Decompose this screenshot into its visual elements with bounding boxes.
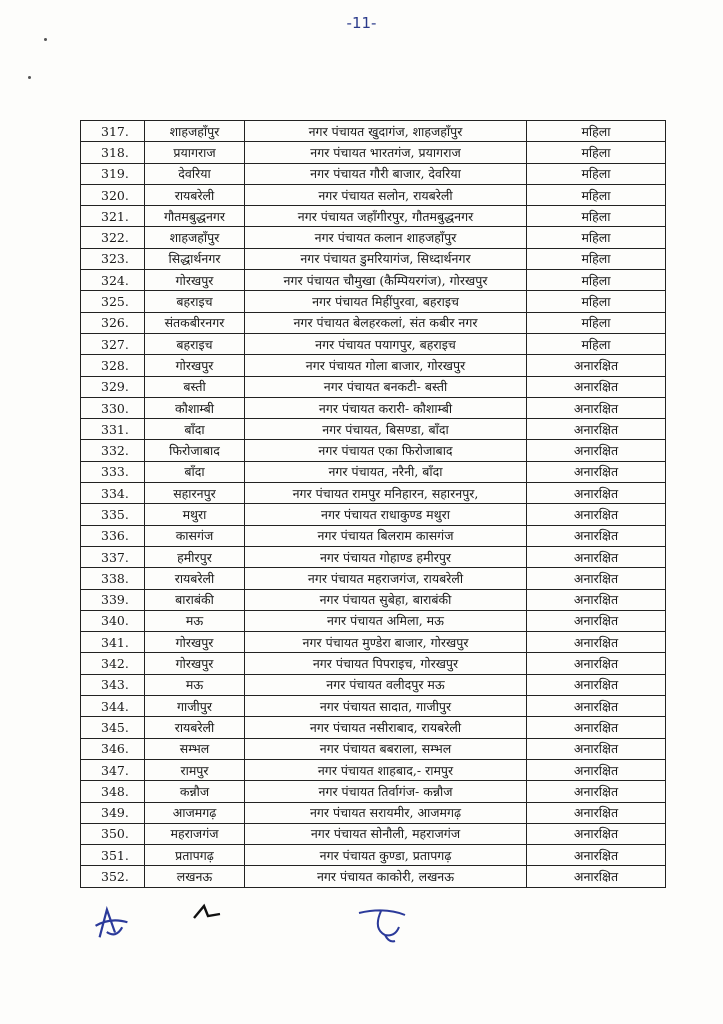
district-cell: हमीरपुर (145, 546, 245, 567)
district-cell: गोरखपुर (145, 632, 245, 653)
serial-number: 326. (81, 312, 145, 333)
category-cell: अनारक्षित (527, 589, 666, 610)
category-cell: अनारक्षित (527, 759, 666, 780)
panchayat-cell: नगर पंचायत भारतगंज, प्रयागराज (245, 142, 527, 163)
page-number: -11- (346, 14, 377, 32)
panchayat-cell: नगर पंचायत मिहींपुरवा, बहराइच (245, 291, 527, 312)
category-cell: महिला (527, 227, 666, 248)
serial-number: 337. (81, 546, 145, 567)
district-cell: बस्ती (145, 376, 245, 397)
category-cell: अनारक्षित (527, 674, 666, 695)
table-row (81, 781, 666, 802)
district-cell: आजमगढ़ (145, 802, 245, 823)
serial-number: 329. (81, 376, 145, 397)
panchayat-cell: नगर पंचायत करारी- कौशाम्बी (245, 397, 527, 418)
table-row (81, 248, 666, 269)
category-cell: अनारक्षित (527, 632, 666, 653)
serial-number: 340. (81, 610, 145, 631)
district-cell: सम्भल (145, 738, 245, 759)
district-cell: सिद्धार्थनगर (145, 248, 245, 269)
nagar-panchayat-table (80, 120, 666, 888)
serial-number: 350. (81, 823, 145, 844)
district-cell: रायबरेली (145, 568, 245, 589)
table-row (81, 440, 666, 461)
serial-number: 335. (81, 504, 145, 525)
serial-number: 332. (81, 440, 145, 461)
category-cell: अनारक्षित (527, 823, 666, 844)
panchayat-cell: नगर पंचायत गोला बाजार, गोरखपुर (245, 355, 527, 376)
serial-number: 341. (81, 632, 145, 653)
serial-number: 349. (81, 802, 145, 823)
panchayat-cell: नगर पंचायत सरायमीर, आजमगढ़ (245, 802, 527, 823)
category-cell: महिला (527, 333, 666, 354)
panchayat-cell: नगर पंचायत मुण्डेरा बाजार, गोरखपुर (245, 632, 527, 653)
district-cell: सहारनपुर (145, 483, 245, 504)
panchayat-cell: नगर पंचायत कलान शाहजहाँपुर (245, 227, 527, 248)
district-cell: मऊ (145, 674, 245, 695)
signature-2 (190, 900, 224, 930)
district-cell: रायबरेली (145, 717, 245, 738)
panchayat-cell: नगर पंचायत तिर्वागंज- कन्नौज (245, 781, 527, 802)
category-cell: अनारक्षित (527, 866, 666, 887)
category-cell: अनारक्षित (527, 781, 666, 802)
category-cell: अनारक्षित (527, 419, 666, 440)
panchayat-cell: नगर पंचायत बेलहरकलां, संत कबीर नगर (245, 312, 527, 333)
table-row (81, 312, 666, 333)
panchayat-cell: नगर पंचायत बबराला, सम्भल (245, 738, 527, 759)
district-cell: कन्नौज (145, 781, 245, 802)
district-cell: मऊ (145, 610, 245, 631)
table-row (81, 696, 666, 717)
panchayat-cell: नगर पंचायत बिलराम कासगंज (245, 525, 527, 546)
panchayat-cell: नगर पंचायत, नरैनी, बाँदा (245, 461, 527, 482)
category-cell: महिला (527, 121, 666, 142)
panchayat-cell: नगर पंचायत जहाँगीरपुर, गौतमबुद्धनगर (245, 206, 527, 227)
serial-number: 330. (81, 397, 145, 418)
category-cell: महिला (527, 291, 666, 312)
category-cell: अनारक्षित (527, 397, 666, 418)
table-row (81, 845, 666, 866)
district-cell: गोरखपुर (145, 270, 245, 291)
table-row (81, 653, 666, 674)
panchayat-cell: नगर पंचायत बनकटी- बस्ती (245, 376, 527, 397)
serial-number: 347. (81, 759, 145, 780)
serial-number: 348. (81, 781, 145, 802)
table-row (81, 717, 666, 738)
panchayat-cell: नगर पंचायत डुमरियागंज, सिध्दार्थनगर (245, 248, 527, 269)
district-cell: बाराबंकी (145, 589, 245, 610)
table-row (81, 355, 666, 376)
table-row (81, 419, 666, 440)
panchayat-cell: नगर पंचायत सलोन, रायबरेली (245, 184, 527, 205)
speck-mark (44, 38, 47, 41)
category-cell: अनारक्षित (527, 738, 666, 759)
table-row (81, 291, 666, 312)
district-cell: शाहजहाँपुर (145, 227, 245, 248)
serial-number: 334. (81, 483, 145, 504)
table-row (81, 397, 666, 418)
category-cell: अनारक्षित (527, 568, 666, 589)
serial-number: 338. (81, 568, 145, 589)
category-cell: अनारक्षित (527, 653, 666, 674)
table-row (81, 738, 666, 759)
serial-number: 333. (81, 461, 145, 482)
serial-number: 351. (81, 845, 145, 866)
district-cell: महराजगंज (145, 823, 245, 844)
district-cell: कौशाम्बी (145, 397, 245, 418)
panchayat-cell: नगर पंचायत गौरी बाजार, देवरिया (245, 163, 527, 184)
table-row (81, 376, 666, 397)
panchayat-cell: नगर पंचायत सादात, गाजीपुर (245, 696, 527, 717)
category-cell: महिला (527, 163, 666, 184)
district-cell: बाँदा (145, 461, 245, 482)
panchayat-cell: नगर पंचायत काकोरी, लखनऊ (245, 866, 527, 887)
serial-number: 343. (81, 674, 145, 695)
serial-number: 320. (81, 184, 145, 205)
table-row (81, 759, 666, 780)
table-row (81, 674, 666, 695)
category-cell: महिला (527, 270, 666, 291)
category-cell: अनारक्षित (527, 546, 666, 567)
category-cell: महिला (527, 248, 666, 269)
table-row (81, 121, 666, 142)
table-row (81, 270, 666, 291)
category-cell: अनारक्षित (527, 483, 666, 504)
signature-3 (355, 905, 415, 953)
panchayat-cell: नगर पंचायत खुदागंज, शाहजहाँपुर (245, 121, 527, 142)
category-cell: अनारक्षित (527, 845, 666, 866)
district-cell: कासगंज (145, 525, 245, 546)
serial-number: 319. (81, 163, 145, 184)
serial-number: 318. (81, 142, 145, 163)
panchayat-cell: नगर पंचायत शाहबाद,- रामपुर (245, 759, 527, 780)
district-cell: बहराइच (145, 291, 245, 312)
table-row (81, 504, 666, 525)
district-cell: संतकबीरनगर (145, 312, 245, 333)
district-cell: प्रयागराज (145, 142, 245, 163)
serial-number: 344. (81, 696, 145, 717)
panchayat-cell: नगर पंचायत पिपराइच, गोरखपुर (245, 653, 527, 674)
category-cell: अनारक्षित (527, 717, 666, 738)
category-cell: अनारक्षित (527, 504, 666, 525)
district-cell: बहराइच (145, 333, 245, 354)
panchayat-cell: नगर पंचायत रामपुर मनिहारन, सहारनपुर, (245, 483, 527, 504)
serial-number: 328. (81, 355, 145, 376)
district-cell: गाजीपुर (145, 696, 245, 717)
serial-number: 327. (81, 333, 145, 354)
category-cell: अनारक्षित (527, 376, 666, 397)
district-cell: रायबरेली (145, 184, 245, 205)
table-row (81, 206, 666, 227)
district-cell: फिरोजाबाद (145, 440, 245, 461)
district-cell: गोरखपुर (145, 653, 245, 674)
table-row (81, 866, 666, 887)
district-cell: गोरखपुर (145, 355, 245, 376)
category-cell: अनारक्षित (527, 355, 666, 376)
panchayat-cell: नगर पंचायत राधाकुण्ड मथुरा (245, 504, 527, 525)
panchayat-cell: नगर पंचायत महराजगंज, रायबरेली (245, 568, 527, 589)
serial-number: 325. (81, 291, 145, 312)
serial-number: 345. (81, 717, 145, 738)
serial-number: 323. (81, 248, 145, 269)
table-row (81, 546, 666, 567)
panchayat-cell: नगर पंचायत वलीदपुर मऊ (245, 674, 527, 695)
table-body (81, 121, 666, 888)
serial-number: 324. (81, 270, 145, 291)
table-row (81, 461, 666, 482)
table-row (81, 632, 666, 653)
district-cell: गौतमबुद्धनगर (145, 206, 245, 227)
table-row (81, 589, 666, 610)
category-cell: अनारक्षित (527, 525, 666, 546)
panchayat-cell: नगर पंचायत कुण्डा, प्रतापगढ़ (245, 845, 527, 866)
category-cell: महिला (527, 312, 666, 333)
panchayat-cell: नगर पंचायत, बिसण्डा, बाँदा (245, 419, 527, 440)
serial-number: 322. (81, 227, 145, 248)
serial-number: 339. (81, 589, 145, 610)
category-cell: महिला (527, 142, 666, 163)
speck-mark (28, 76, 31, 79)
serial-number: 352. (81, 866, 145, 887)
serial-number: 321. (81, 206, 145, 227)
table-row (81, 333, 666, 354)
category-cell: महिला (527, 184, 666, 205)
table-row (81, 483, 666, 504)
panchayat-cell: नगर पंचायत सोनौली, महराजगंज (245, 823, 527, 844)
panchayat-cell: नगर पंचायत चौमुखा (कैम्पियरगंज), गोरखपुर (245, 270, 527, 291)
panchayat-cell: नगर पंचायत सुबेहा, बाराबंकी (245, 589, 527, 610)
table-row (81, 802, 666, 823)
category-cell: अनारक्षित (527, 696, 666, 717)
category-cell: अनारक्षित (527, 802, 666, 823)
serial-number: 331. (81, 419, 145, 440)
district-cell: देवरिया (145, 163, 245, 184)
signature-1 (88, 902, 135, 952)
category-cell: महिला (527, 206, 666, 227)
serial-number: 346. (81, 738, 145, 759)
category-cell: अनारक्षित (527, 610, 666, 631)
district-cell: बाँदा (145, 419, 245, 440)
table-row (81, 227, 666, 248)
panchayat-cell: नगर पंचायत अमिला, मऊ (245, 610, 527, 631)
serial-number: 342. (81, 653, 145, 674)
table-row (81, 568, 666, 589)
serial-number: 317. (81, 121, 145, 142)
panchayat-cell: नगर पंचायत एका फिरोजाबाद (245, 440, 527, 461)
table-row (81, 184, 666, 205)
category-cell: अनारक्षित (527, 461, 666, 482)
table-row (81, 142, 666, 163)
category-cell: अनारक्षित (527, 440, 666, 461)
district-cell: शाहजहाँपुर (145, 121, 245, 142)
panchayat-cell: नगर पंचायत नसीराबाद, रायबरेली (245, 717, 527, 738)
table-row (81, 525, 666, 546)
district-cell: मथुरा (145, 504, 245, 525)
district-cell: रामपुर (145, 759, 245, 780)
panchayat-cell: नगर पंचायत गोहाण्ड हमीरपुर (245, 546, 527, 567)
table-row (81, 610, 666, 631)
district-cell: प्रतापगढ़ (145, 845, 245, 866)
table-row (81, 823, 666, 844)
table-row (81, 163, 666, 184)
district-cell: लखनऊ (145, 866, 245, 887)
panchayat-cell: नगर पंचायत पयागपुर, बहराइच (245, 333, 527, 354)
serial-number: 336. (81, 525, 145, 546)
